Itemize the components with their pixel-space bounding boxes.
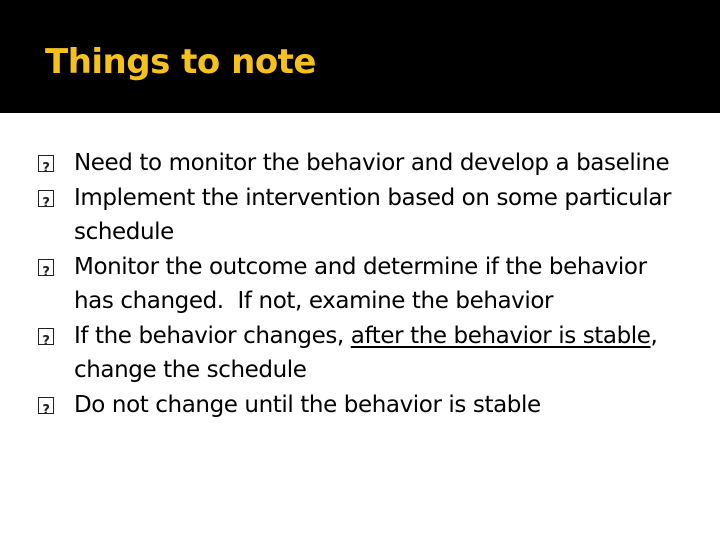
bullet-item [38,181,688,250]
missing-glyph-box-icon [38,190,54,207]
missing-glyph-box-icon [38,328,54,345]
bullet-list [38,146,688,422]
bullet-text-before: If the behavior changes, [74,322,351,349]
bullet-text-underlined: after the behavior is stable [350,322,651,349]
missing-glyph-box-icon [38,259,54,276]
bullet-text-after: , change the schedule [74,322,658,383]
bullet-text: Monitor the outcome and determine if the behavior has changed. If not, examine the behavior [74,253,654,314]
bullet-text: Do not change until the behavior is stable [74,391,541,418]
bullet-item [38,388,688,423]
bullet-text: Implement the intervention based on some particular schedule [74,184,672,245]
missing-glyph-box-icon [38,397,54,414]
title-bar [0,0,720,113]
bullet-item [38,146,688,181]
bullet-item [38,250,688,319]
bullet-text: Need to monitor the behavior and develop a baseline [74,150,670,176]
slide-title: Things to note [45,42,316,82]
missing-glyph-box-icon [38,155,54,172]
bullet-item [38,319,688,388]
